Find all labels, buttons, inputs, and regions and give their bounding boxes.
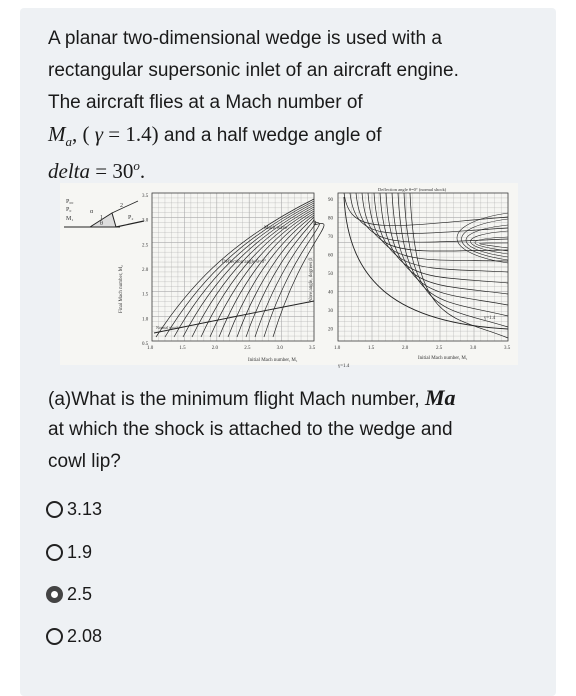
question-line-3: The aircraft flies at a Mach number of xyxy=(48,92,363,113)
right-chart-x-tick: 1.0 xyxy=(334,346,341,351)
charts-svg xyxy=(60,183,518,369)
subquestion-line-1 xyxy=(48,382,528,416)
subquestion-line-1-text: (a)What is the minimum flight Mach number, xyxy=(48,389,420,410)
left-chart-curve xyxy=(201,209,314,337)
radio-icon[interactable] xyxy=(46,628,63,645)
inset-label: M₁ xyxy=(66,216,74,222)
right-chart-x-tick: 2.0 xyxy=(402,346,409,351)
option-1[interactable] xyxy=(46,496,102,522)
left-chart-curve xyxy=(174,203,314,337)
right-chart-x-tick: 1.5 xyxy=(368,346,375,351)
inset-shock-line xyxy=(112,201,138,213)
delta-expression: delta = $30^o$. xyxy=(48,158,146,183)
right-chart-y-tick: 30 xyxy=(328,309,333,314)
right-chart-top-label: Deflection angle θ=0° (normal shock) xyxy=(378,187,447,192)
option-3-label: 2.5 xyxy=(67,583,93,604)
left-chart-y-tick: 2.5 xyxy=(142,243,149,249)
right-chart-curve xyxy=(392,193,508,305)
subquestion-line-2: at which the shock is attached to the wedge and xyxy=(48,419,453,440)
left-chart-x-tick: 3.5 xyxy=(309,346,316,351)
option-3[interactable] xyxy=(46,581,92,607)
inset-label: P₀₀ xyxy=(66,199,74,205)
right-chart-y-tick: 70 xyxy=(328,235,333,240)
right-chart-y-label: Wave angle, degrees β xyxy=(309,258,314,303)
inset-label: 2 xyxy=(120,203,123,209)
left-chart-y-tick: 3.0 xyxy=(142,218,149,224)
inset-label: α xyxy=(90,209,94,215)
left-chart-x-tick: 2.5 xyxy=(244,346,251,351)
left-chart-y-tick: 0.5 xyxy=(142,342,149,347)
inset-cowl xyxy=(116,221,144,227)
inset-wedge xyxy=(90,213,116,227)
question-line-1: A planar two-dimensional wedge is used with a xyxy=(48,28,442,49)
right-chart-x-label: Initial Mach number, M₁ xyxy=(418,356,468,361)
right-chart-x-tick: 2.5 xyxy=(436,346,443,351)
right-chart-curve xyxy=(386,193,508,294)
radio-selected-icon[interactable] xyxy=(46,586,63,603)
left-chart-y-tick: 1.5 xyxy=(142,292,149,298)
left-chart-top-label: Deflection angle θ=0° xyxy=(222,260,267,265)
left-chart-y-tick: 1.0 xyxy=(142,317,149,323)
left-chart-x-label: Initial Mach number, M₁ xyxy=(248,358,298,363)
right-chart-y-tick: 60 xyxy=(328,253,333,259)
mach-gamma-expression: $M_a$, ( γ = 1.4) xyxy=(48,122,159,150)
right-chart-y-tick: 20 xyxy=(328,327,333,333)
inset-label: θ xyxy=(100,221,103,227)
right-chart-x-tick: 3.0 xyxy=(470,346,477,351)
left-chart-shock-label: Normal shock xyxy=(156,325,179,330)
option-4-label: 2.08 xyxy=(67,625,103,646)
right-chart-y-tick: 80 xyxy=(328,216,333,222)
question-line-4-text: and a half wedge angle of xyxy=(163,125,382,146)
left-chart-x-tick: 2.0 xyxy=(211,346,219,351)
oblique-shock-charts-figure xyxy=(60,183,518,369)
left-chart-y-label: Final Mach number, M₂ xyxy=(119,265,124,313)
left-chart-x-tick: 1.0 xyxy=(147,346,154,351)
option-4[interactable] xyxy=(46,623,102,649)
right-chart-y-tick: 40 xyxy=(328,290,333,296)
inset-label: P₀ xyxy=(66,207,72,213)
left-chart-wave-label: Mach wave xyxy=(264,226,288,231)
option-2[interactable] xyxy=(46,539,92,565)
left-chart-gamma: γ=1.4 xyxy=(338,364,350,369)
radio-icon[interactable] xyxy=(46,544,63,561)
subquestion-line-3: cowl lip? xyxy=(48,451,121,472)
left-chart-y-tick: 2.0 xyxy=(142,268,149,273)
subquestion-ma: Ma xyxy=(424,385,456,410)
delta-period: . xyxy=(139,159,146,183)
left-chart-x-tick: 3.0 xyxy=(276,346,283,351)
right-chart-x-tick: 3.5 xyxy=(504,346,511,351)
right-chart-y-tick: 50 xyxy=(328,272,333,277)
inset-label: 1 xyxy=(100,215,103,221)
right-chart-curve xyxy=(398,193,508,316)
left-chart-curve xyxy=(273,223,324,337)
right-chart-mach-wave-curve xyxy=(344,197,508,329)
delta-eq: = 30 xyxy=(95,159,134,183)
option-1-label: 3.13 xyxy=(67,498,103,519)
right-chart-y-tick: 90 xyxy=(328,198,333,203)
radio-icon[interactable] xyxy=(46,501,63,518)
question-line-2: rectangular supersonic inlet of an aircraft engine. xyxy=(48,60,459,81)
left-chart-x-tick: 1.5 xyxy=(179,346,186,351)
right-chart-gamma: γ=1.4 xyxy=(484,316,496,321)
left-chart-y-tick: 3.5 xyxy=(142,194,149,199)
option-2-label: 1.9 xyxy=(67,541,93,562)
inset-label: P₂ xyxy=(128,215,134,221)
